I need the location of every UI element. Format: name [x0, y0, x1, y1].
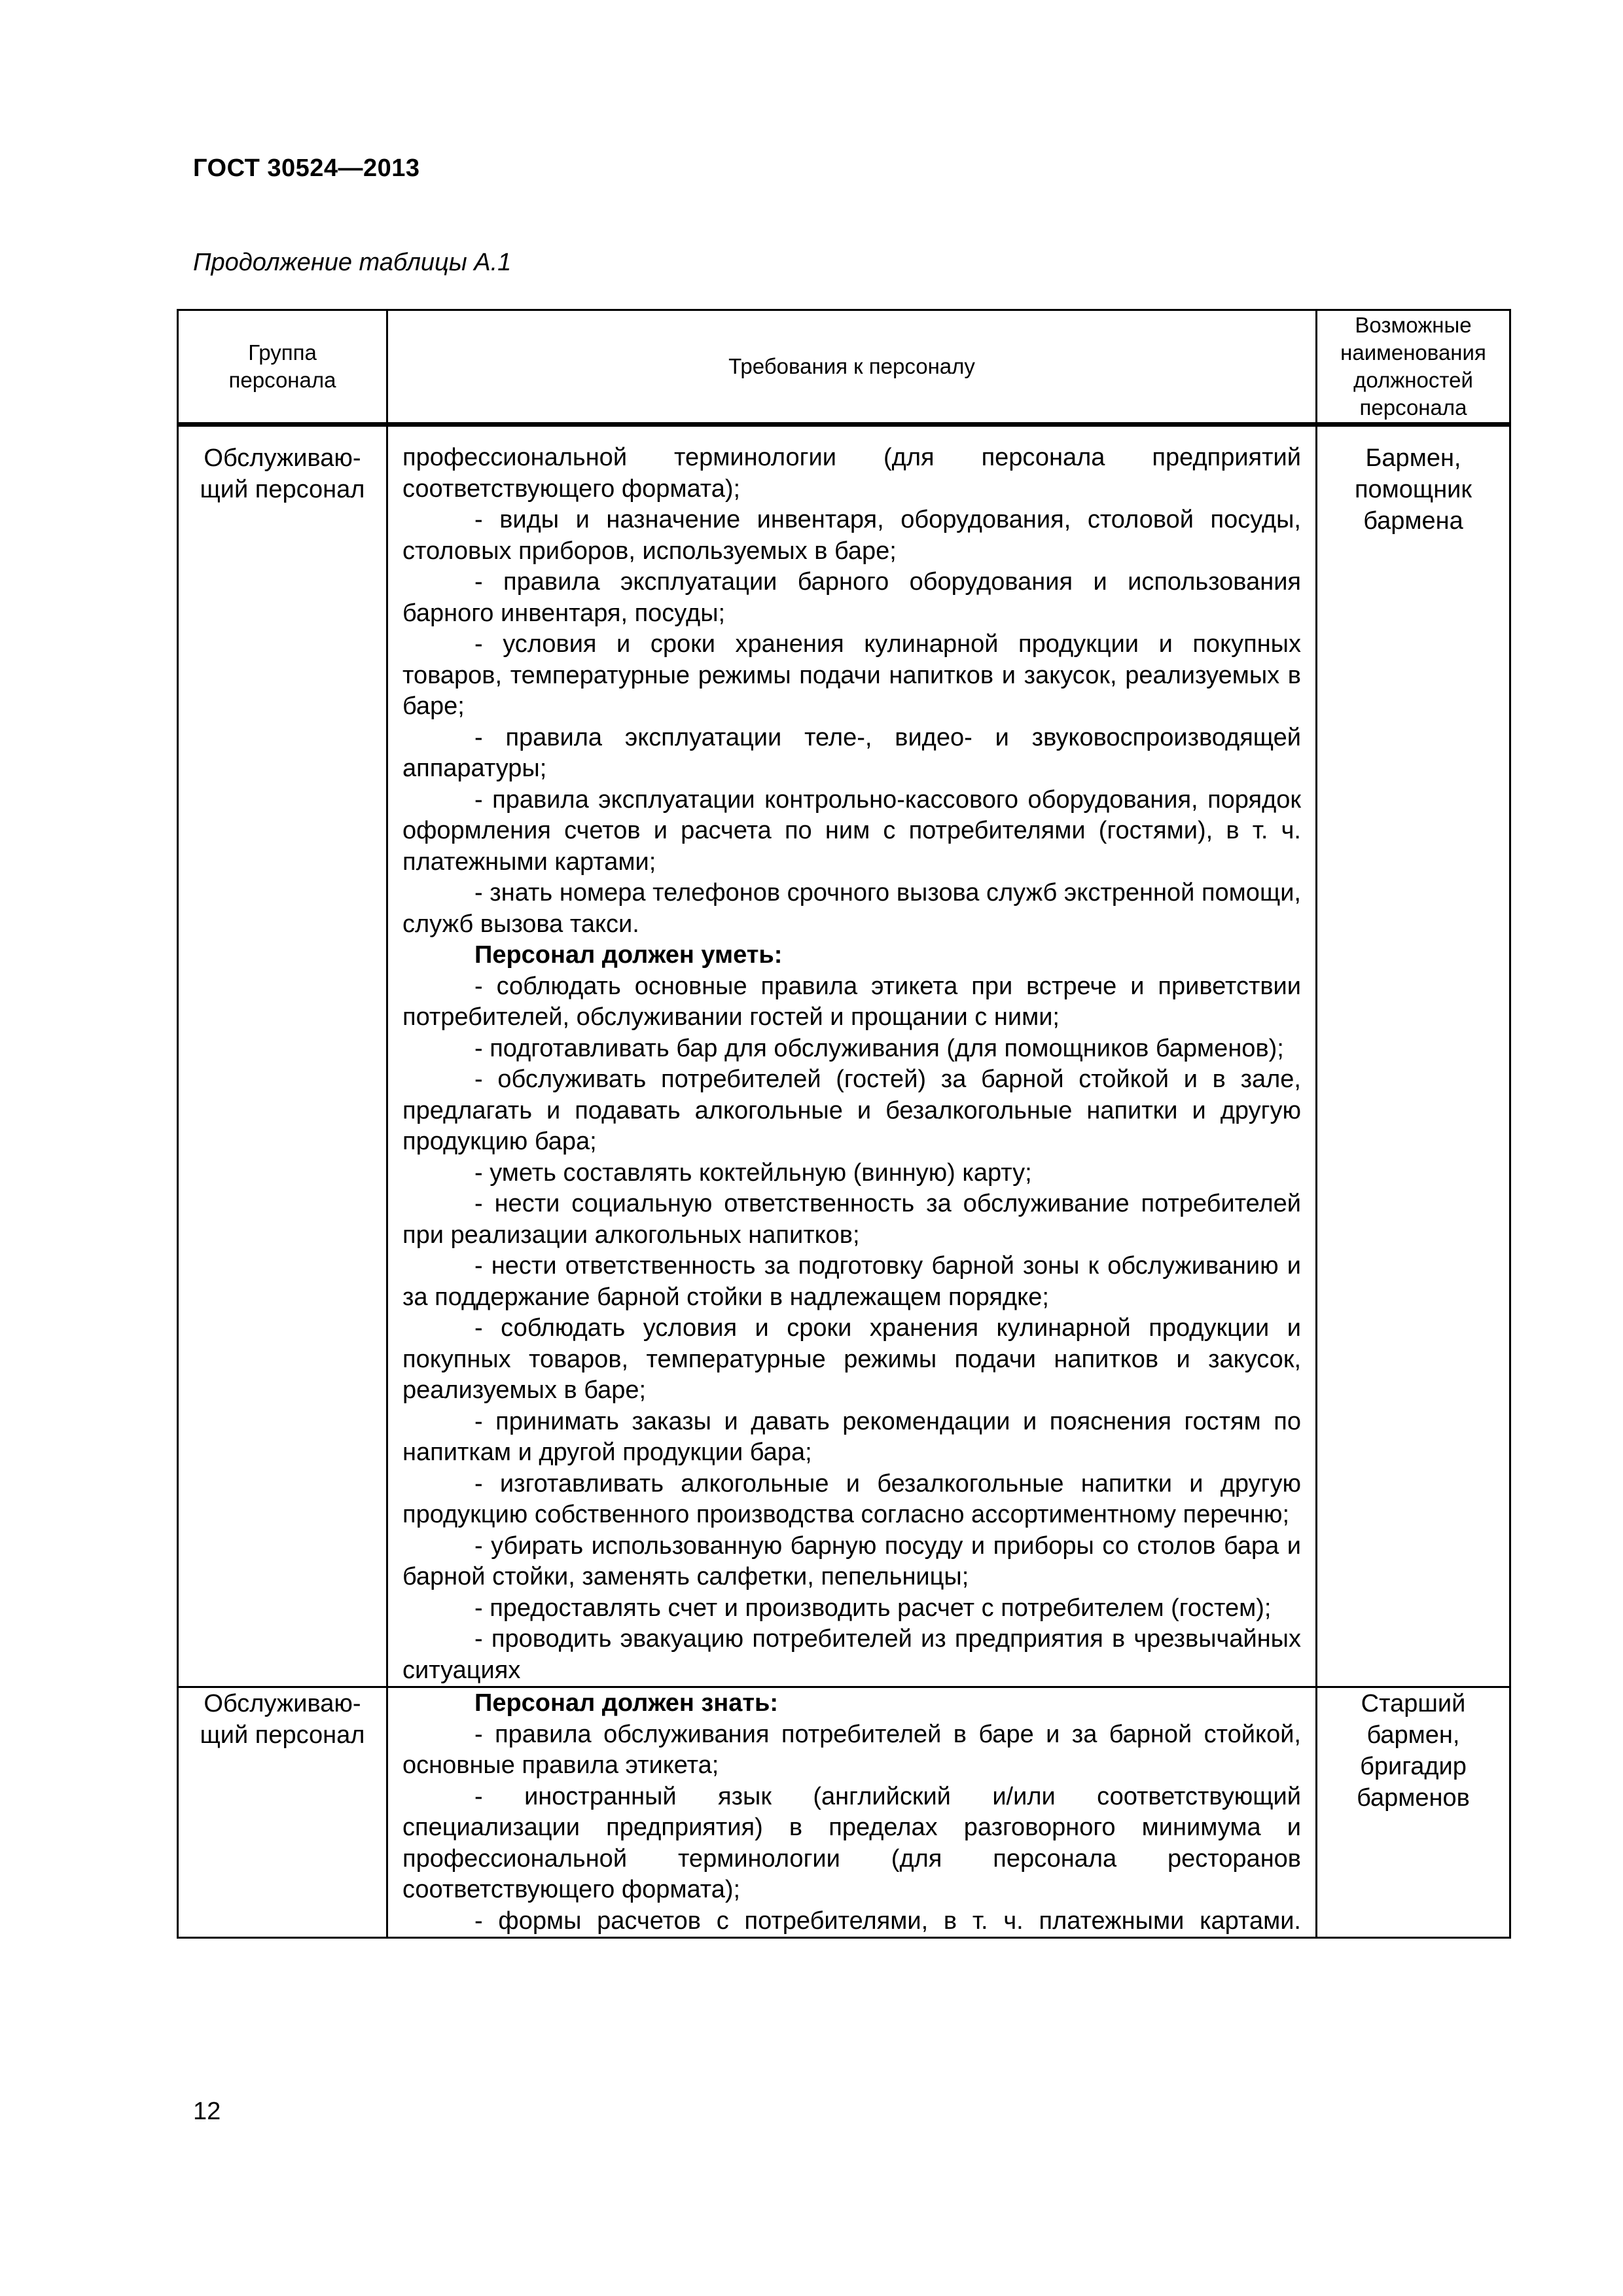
requirements-cell	[387, 425, 1317, 1687]
requirement-item: - правила эксплуатации барного оборудования и использования барного инвентаря, посуды;	[402, 568, 1301, 627]
positions-cell: Бармен, помощник бармена	[1317, 425, 1510, 1687]
requirement-item: - принимать заказы и давать рекомендации и пояснения гостям по напиткам и другой продукции бара;	[402, 1407, 1301, 1466]
requirement-item: - уметь составлять коктейльную (винную) карту;	[474, 1158, 1032, 1187]
positions-cell: Старший бармен, бригадир барменов	[1317, 1687, 1510, 1938]
table-row	[178, 425, 1510, 1687]
table-continuation-caption: Продолжение таблицы А.1	[193, 249, 512, 276]
requirement-item: - формы расчетов с потребителями, в т. ч. платежными картами.	[474, 1907, 1301, 1935]
requirements-cell	[387, 1687, 1317, 1938]
staff-requirements-table	[177, 309, 1511, 1939]
requirement-item: - виды и назначение инвентаря, оборудования, столовой посуды, столовых приборов, используемых в баре;	[402, 506, 1301, 565]
page-number: 12	[193, 2098, 221, 2125]
requirement-item: - соблюдать условия и сроки хранения кулинарной продукции и покупных товаров, температурные режимы подачи напитков и закусок, реализуемых в баре;	[402, 1314, 1301, 1404]
requirement-item: профессиональной терминологии (для персонала предприятий соответствующего формата);	[402, 444, 1301, 503]
requirement-item: - знать номера телефонов срочного вызова служб экстренной помощи, служб вызова такси.	[402, 879, 1301, 938]
group-cell: Обслуживаю- щий персонал	[178, 425, 387, 1687]
column-header-requirements: Требования к персоналу	[387, 310, 1317, 425]
requirement-item: - нести ответственность за подготовку барной зоны к обслуживанию и за поддержание барной стойки в надлежащем порядке;	[402, 1252, 1301, 1311]
column-header-group: Группа персонала	[178, 310, 387, 425]
group-cell: Обслуживаю- щий персонал	[178, 1687, 387, 1938]
requirement-item: - убирать использованную барную посуду и приборы со столов бара и барной стойки, заменять салфетки, пепельницы;	[402, 1532, 1301, 1590]
table-header-row	[178, 310, 1510, 425]
requirement-subheading: Персонал должен уметь:	[474, 941, 783, 969]
requirement-item: - изготавливать алкогольные и безалкогольные напитки и другую продукцию собственного производства согласно ассортиментному перечню;	[402, 1469, 1301, 1528]
document-code: ГОСТ 30524—2013	[193, 154, 420, 182]
requirement-item: - условия и сроки хранения кулинарной продукции и покупных товаров, температурные режимы подачи напитков и закусок, реализуемых в баре;	[402, 630, 1301, 720]
table-row	[178, 1687, 1510, 1938]
requirement-subheading: Персонал должен знать:	[474, 1689, 778, 1717]
column-header-positions: Возможные наименования должностей персонала	[1317, 310, 1510, 425]
requirement-item: - соблюдать основные правила этикета при встрече и приветствии потребителей, обслуживании гостей и прощании с ними;	[402, 972, 1301, 1031]
requirement-item: - правила эксплуатации теле-, видео- и звуковоспроизводящей аппаратуры;	[402, 723, 1301, 782]
requirement-item: - правила обслуживания потребителей в баре и за барной стойкой, основные правила этикета;	[402, 1720, 1301, 1779]
requirement-item: - обслуживать потребителей (гостей) за барной стойкой и в зале, предлагать и подавать алкогольные и безалкогольные напитки и другую продукцию бара;	[402, 1066, 1301, 1155]
requirement-item: - нести социальную ответственность за обслуживание потребителей при реализации алкогольных напитков;	[402, 1190, 1301, 1249]
requirement-item: - подготавливать бар для обслуживания (для помощников барменов);	[474, 1034, 1284, 1062]
requirement-item: - предоставлять счет и производить расчет с потребителем (гостем);	[474, 1594, 1272, 1622]
requirement-item: - иностранный язык (английский и/или соответствующий специализации предприятия) в пределах разговорного минимума и профессиональной терминологии (для персонала ресторанов соответствующего формата);	[402, 1782, 1301, 1903]
requirement-item: - правила эксплуатации контрольно-кассового оборудования, порядок оформления счетов и расчета по ним с потребителями (гостями), в т. ч. платежными картами;	[402, 785, 1301, 876]
requirement-item: - проводить эвакуацию потребителей из предприятия в чрезвычайных ситуациях	[402, 1625, 1301, 1684]
